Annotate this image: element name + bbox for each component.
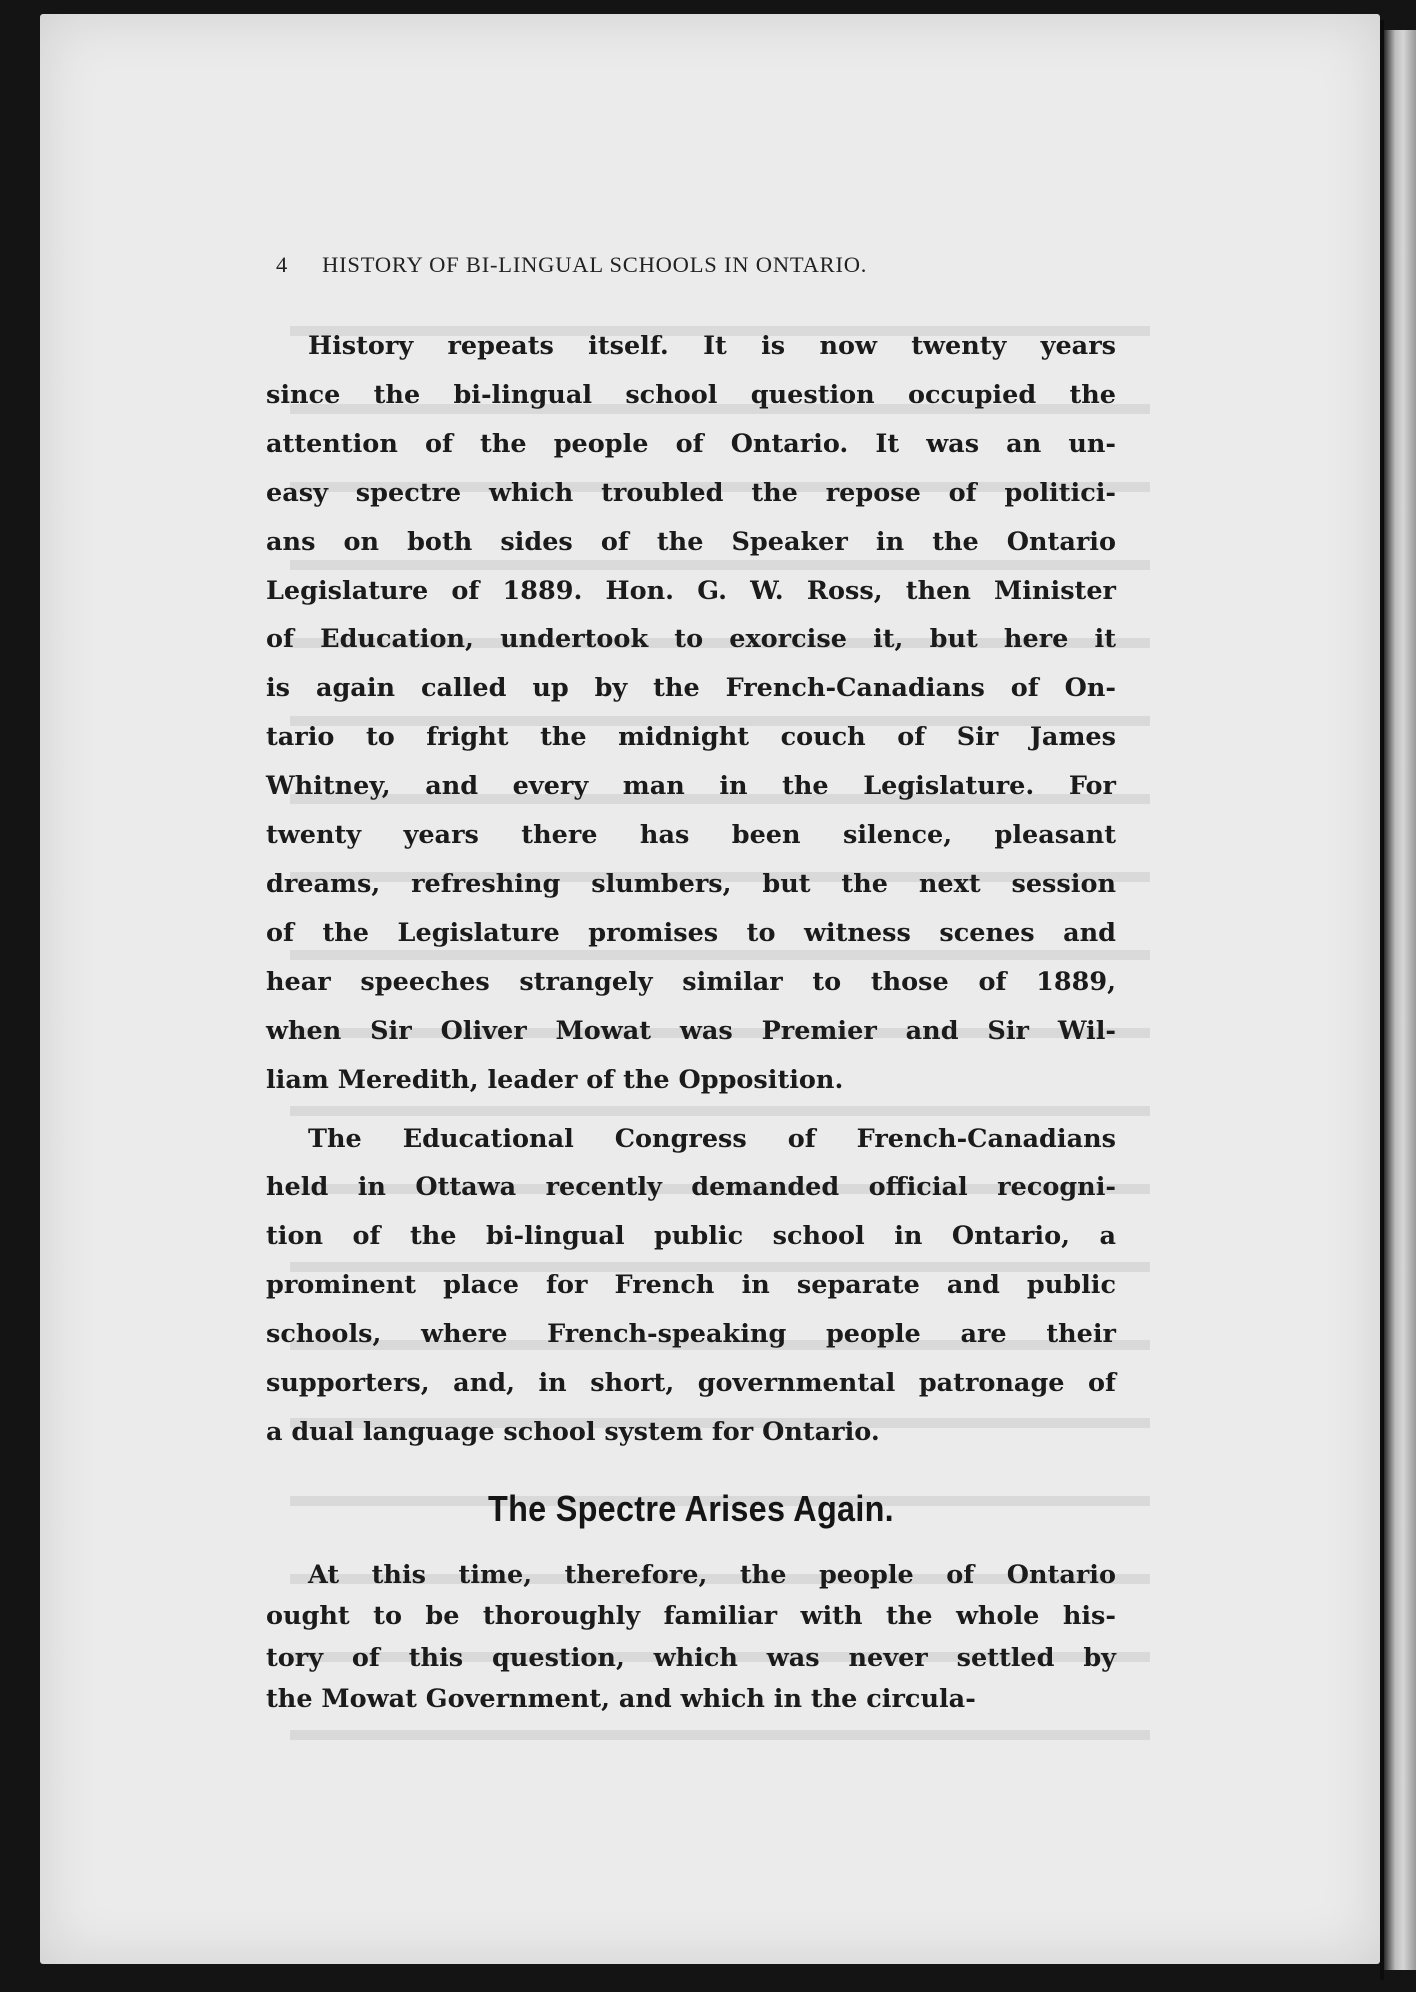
text-line: tory of this question, which was never settled by	[266, 1642, 1116, 1673]
paragraph	[266, 1555, 1116, 1721]
text-line: twenty years there has been silence, pleasant	[266, 820, 1116, 851]
text-line: The Educational Congress of French-Canadians	[308, 1123, 1116, 1154]
text-line: liam Meredith, leader of the Opposition.	[266, 1064, 844, 1095]
section-heading: The Spectre Arises Again.	[488, 1487, 894, 1529]
text-line: At this time, therefore, the people of Ontario	[308, 1559, 1116, 1590]
text-line: since the bi-lingual school question occupied the	[266, 379, 1116, 410]
text-line: Whitney, and every man in the Legislature. For	[266, 771, 1116, 802]
page-number: 4	[276, 252, 289, 277]
text-line: easy spectre which troubled the repose of politici-	[266, 477, 1116, 508]
text-line: a dual language school system for Ontario.	[266, 1416, 880, 1447]
text-line: is again called up by the French-Canadians of On-	[266, 673, 1116, 704]
facing-page-edge	[1384, 30, 1416, 1970]
text-line: Legislature of 1889. Hon. G. W. Ross, then Minister	[266, 575, 1116, 606]
text-line: schools, where French-speaking people are their	[266, 1319, 1116, 1350]
text-line: of Education, undertook to exorcise it, but here it	[266, 624, 1116, 655]
text-line: hear speeches strangely similar to those of 1889,	[266, 966, 1116, 997]
paragraph	[266, 1115, 1116, 1457]
text-line: ans on both sides of the Speaker in the Ontario	[266, 526, 1116, 557]
page-gutter	[1380, 20, 1384, 1980]
text-line: attention of the people of Ontario. It was an un-	[266, 428, 1116, 459]
text-line: ought to be thoroughly familiar with the whole his-	[266, 1601, 1116, 1632]
text-line: of the Legislature promises to witness scenes and	[266, 917, 1116, 948]
body-text	[266, 322, 1116, 1721]
text-line: tion of the bi-lingual public school in Ontario, a	[266, 1221, 1116, 1252]
text-line: dreams, refreshing slumbers, but the next session	[266, 868, 1116, 899]
text-line: supporters, and, in short, governmental patronage of	[266, 1368, 1116, 1399]
running-head	[276, 252, 1084, 278]
text-line: History repeats itself. It is now twenty years	[308, 331, 1116, 361]
paragraph	[266, 322, 1116, 1105]
text-line: held in Ottawa recently demanded official recogni-	[266, 1172, 1116, 1203]
text-line: when Sir Oliver Mowat was Premier and Sir Wil-	[266, 1015, 1116, 1046]
text-line: prominent place for French in separate and public	[266, 1270, 1116, 1301]
text-line: tario to fright the midnight couch of Sir James	[266, 722, 1116, 753]
running-title: HISTORY OF BI-LINGUAL SCHOOLS IN ONTARIO.	[322, 252, 868, 277]
text-line: the Mowat Government, and which in the circula-	[266, 1684, 976, 1715]
